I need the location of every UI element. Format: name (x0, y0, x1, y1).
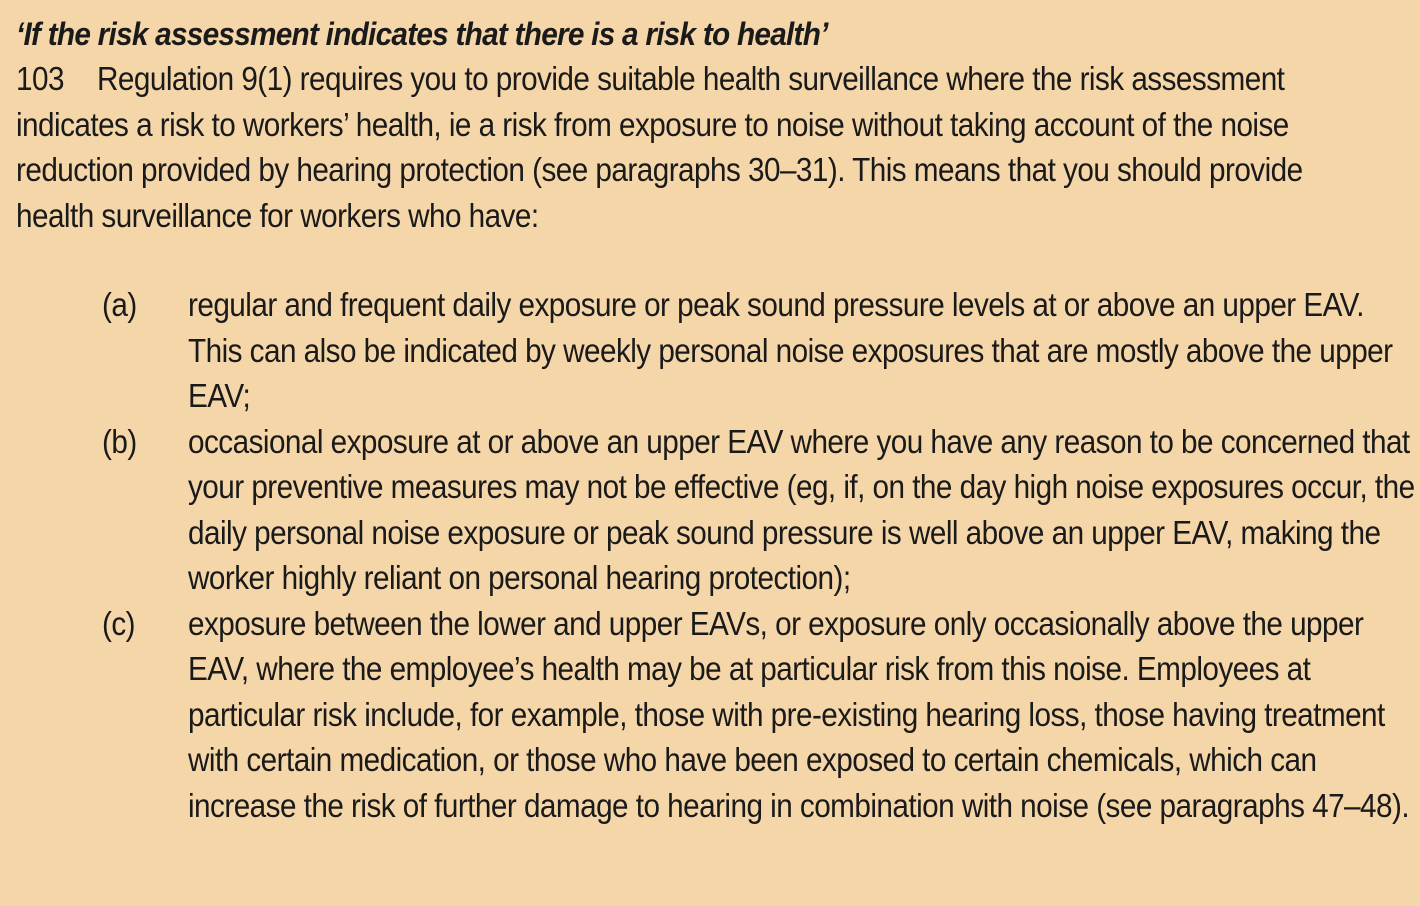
list-item (16, 419, 1415, 601)
list-item-text: exposure between the lower and upper EAVs, or exposure only occasionally above the upper EAV, where the employee’s health may be at particular risk from this noise. Employees at particular risk include, for example, those with pre-existing hearing loss, those having treatment with certain medication, or those who have been exposed to certain chemicals, which can increase the risk of further damage to hearing in combination with noise (see paragraphs 47–48). (188, 604, 1410, 824)
paragraph-text: Regulation 9(1) requires you to provide suitable health surveillance where the risk assessment indicates a risk to workers’ health, ie a risk from exposure to noise without taking account of the noise reduction provided by hearing protection (see paragraphs 30–31). This means that you should provide health surveillance for workers who have: (16, 60, 1303, 234)
paragraph-number: 103 (16, 60, 64, 97)
section-heading: ‘If the risk assessment indicates that there is a risk to health’ (16, 16, 828, 52)
list-item-text: regular and frequent daily exposure or peak sound pressure levels at or above an upper EAV. This can also be indicated by weekly personal noise exposures that are mostly above the upper EAV; (188, 286, 1393, 414)
list-item (16, 601, 1410, 829)
list-item (16, 282, 1404, 419)
list-item-label: (c) (102, 604, 136, 642)
list-item-text: occasional exposure at or above an upper EAV where you have any reason to be concerned that your preventive measures may not be effective (eg, if, on the day high noise exposures occur, the daily personal noise exposure or peak sound pressure is well above an upper EAV, making the worker highly reliant on personal hearing protection); (188, 422, 1415, 596)
criteria-list (16, 282, 1415, 828)
paragraph-103 (16, 56, 1348, 238)
list-item-label: (b) (102, 422, 137, 460)
list-item-label: (a) (102, 286, 137, 323)
